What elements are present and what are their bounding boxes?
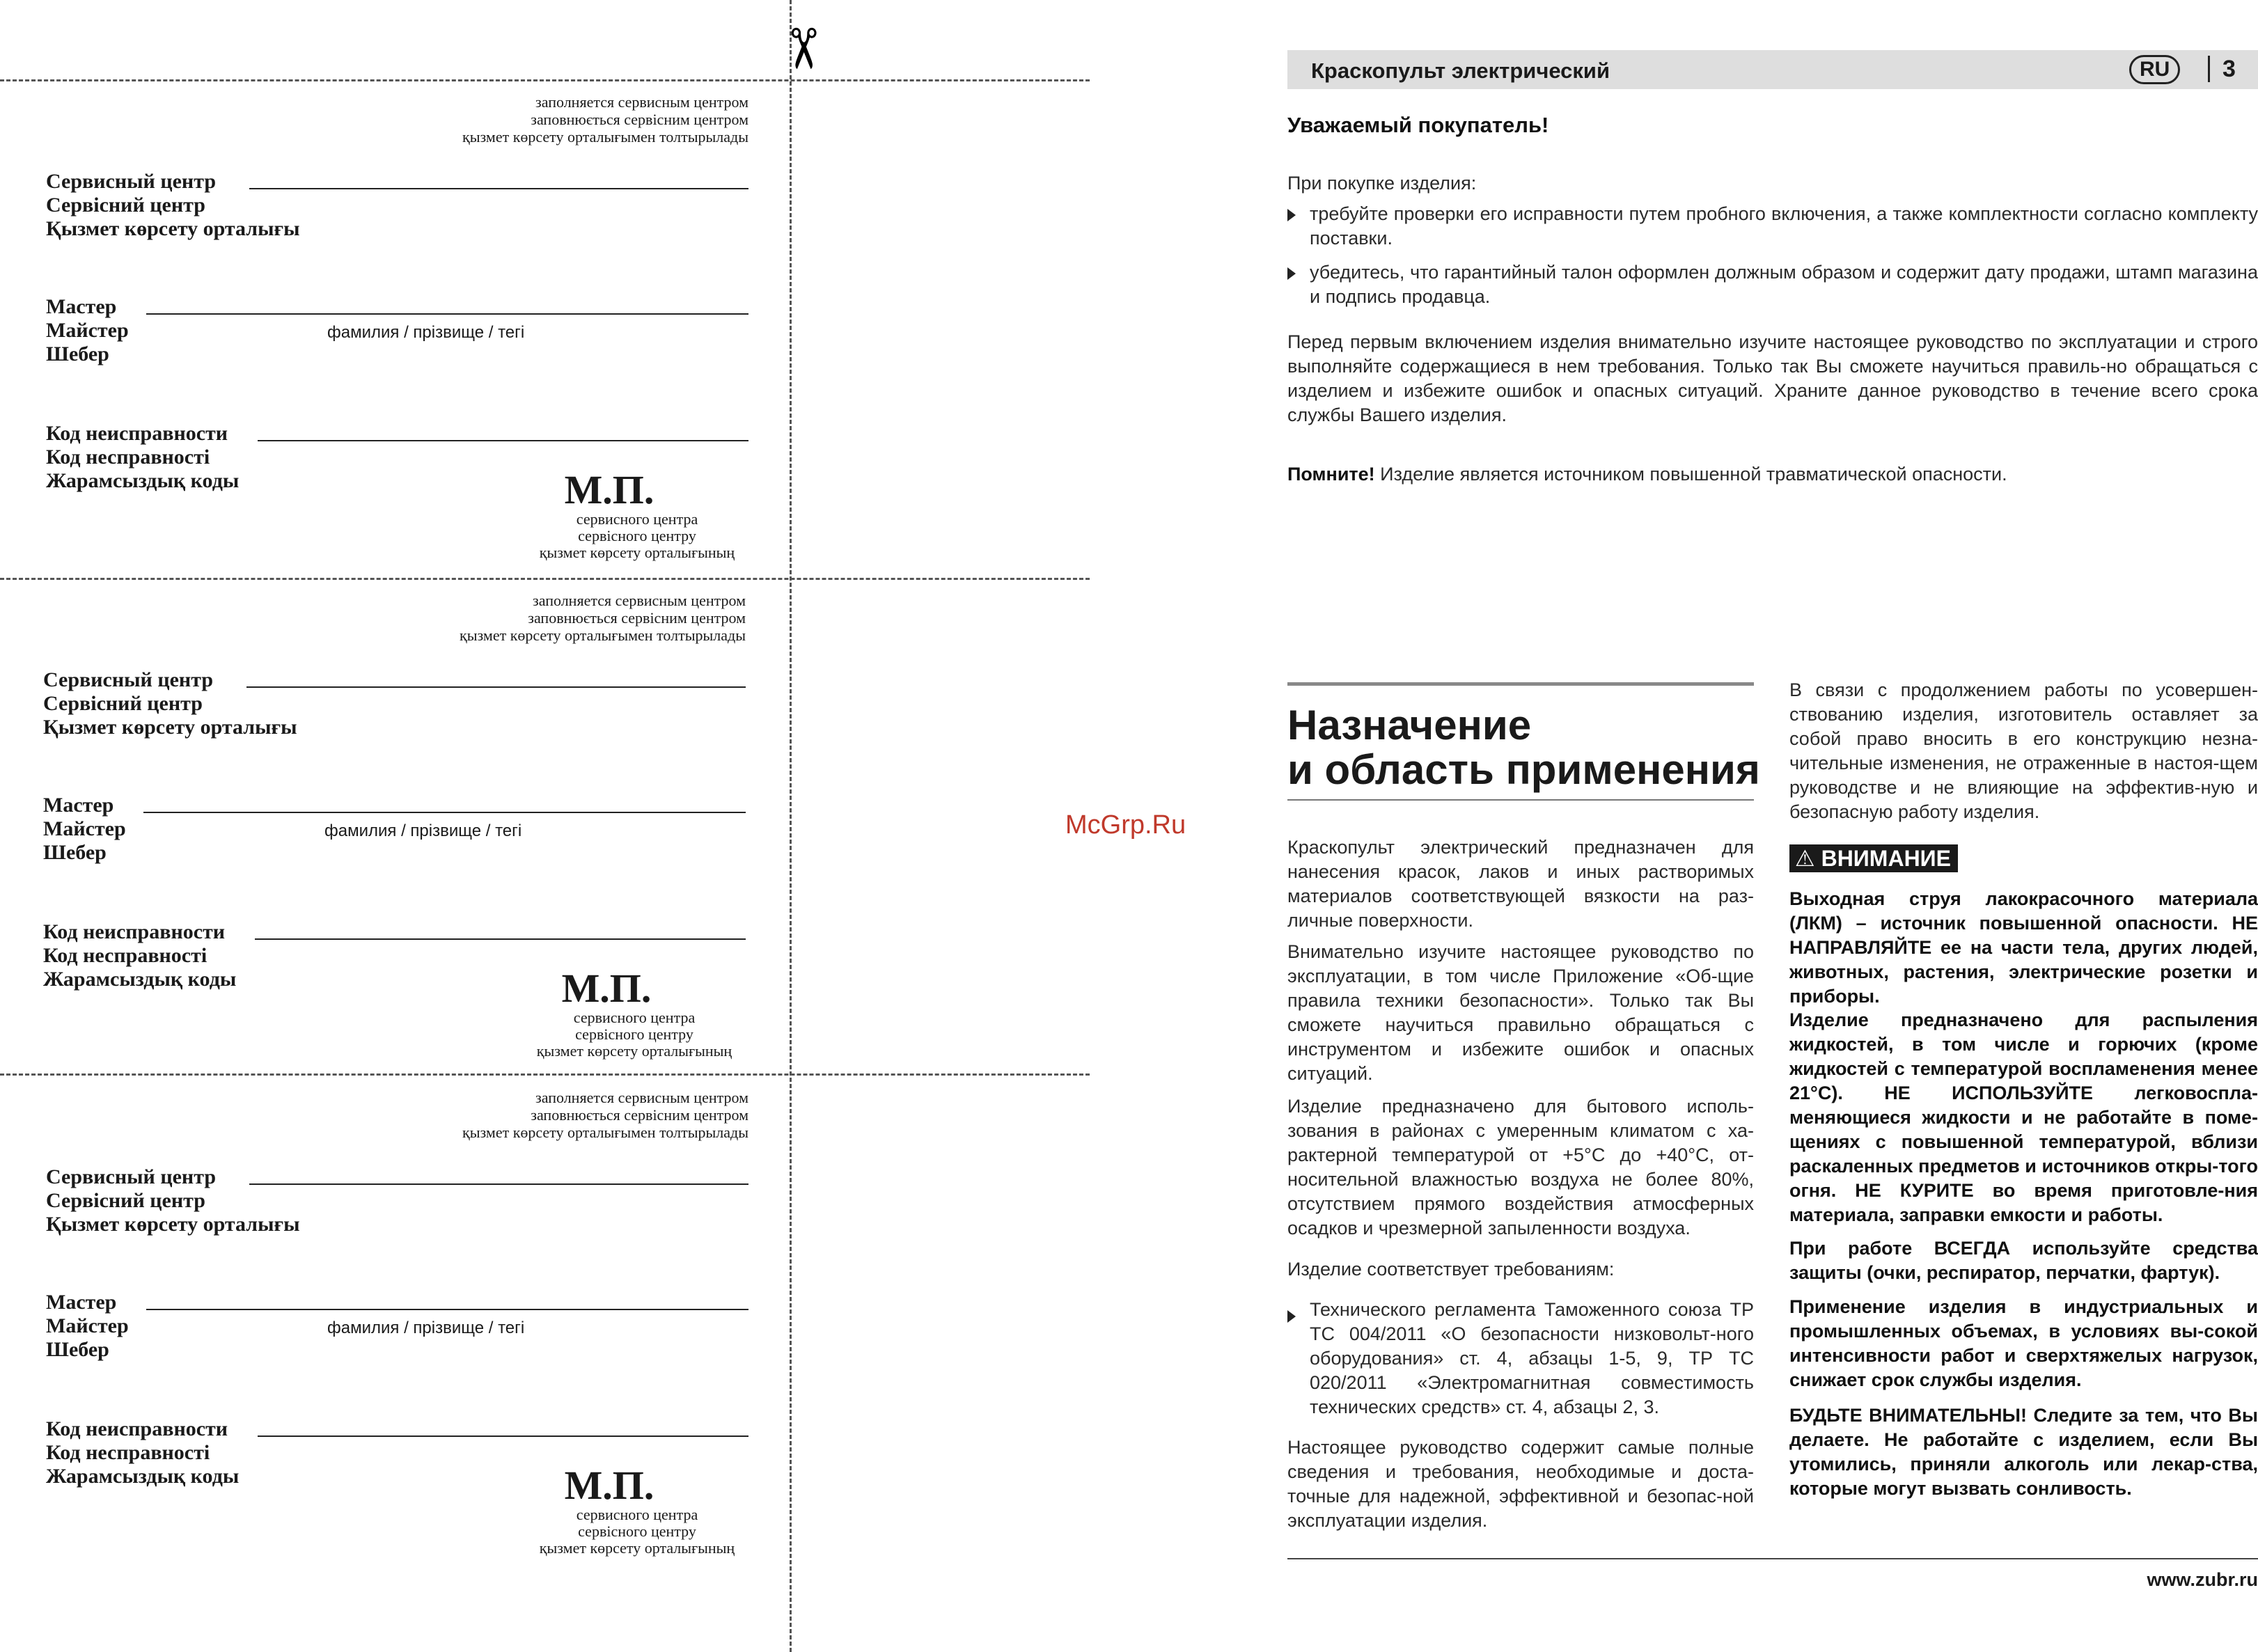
stamp-mark: М.П. — [561, 966, 652, 1011]
page-header — [1287, 50, 2258, 89]
section-p3: Изделие предназначено для бытового исполь-зования в районах с умеренным климатом с ха-рактерной температурой от +5°С до +40°С, от-носительной влажностью воздуха не более 80%, отсутствием прямого воздействия атмосферных осадков и чрезмерной запыленности воздуха. — [1287, 1096, 1754, 1238]
master-line — [146, 313, 748, 315]
coupon-2 — [39, 592, 746, 1079]
section-top-bar — [1287, 682, 1754, 686]
fio-caption: фамилия / прізвище / тегі — [327, 1319, 525, 1337]
right-p1: В связи с продолжением работы по усовершен-ствованию изделия, изготовитель оставляет за собой право вносить в его конструкцию незна-чительные изменения, не отраженные в настоя-щем руководстве и не влияющие на эффектив-ную и безопасную работу изделия. — [1789, 679, 2258, 822]
warning-p2: Изделие предназначено для распыления жидкостей, в том числе и горючих (кроме жидкостей с температурой воспламенения менее 21°С). НЕ ИСПОЛЬЗУЙТЕ легковоспла-меняющиеся жидкости и не работайте в поме-щениях с повышенной температурой, вблизи раскаленных предметов и источников откры-того огня. НЕ КУРИТЕ во время приготовле-ния материала, заправки емкости и работы. — [1789, 1009, 2258, 1225]
section-p5: Настоящее руководство содержит самые полные сведения и требования, необходимые и доста-точные для надежной, эффективной и безопас-ной эксплуатации изделия. — [1287, 1437, 1754, 1531]
service-center-label: Сервисный центр Сервісний центр Қызмет көрсету орталығы — [46, 170, 300, 240]
intro-bullet-1: требуйте проверки его исправности путем пробного включения, а также комплектности согласно комплекту поставки. — [1310, 203, 2258, 249]
lang-badge: RU — [2129, 55, 2180, 84]
section-p4: Изделие соответствует требованиям: — [1287, 1259, 1615, 1280]
fault-code-line — [258, 440, 748, 441]
service-center-label: Сервисный центр Сервісний центр Қызмет көрсету орталығы — [46, 1165, 300, 1236]
stamp-mark: М.П. — [564, 467, 654, 512]
fault-code-label: Код неисправности Код несправності Жарамсыздық коды — [46, 1417, 240, 1488]
page-number: 3 — [2222, 56, 2236, 82]
master-line — [143, 812, 746, 813]
fio-caption: фамилия / прізвище / тегі — [324, 821, 522, 840]
master-label: Мастер Майстер Шебер — [43, 794, 126, 864]
stamp-mark: М.П. — [564, 1463, 654, 1508]
intro-bullet-2: убедитесь, что гарантийный талон оформлен должным образом и содержит дату продажи, штамп магазина и подпись продавца. — [1310, 262, 2258, 307]
warning-p4: Применение изделия в индустриальных и промышленных объемах, в условиях вы-сокой интенсивности работ и сверхтяжелых нагрузок, снижает срок службы изделия. — [1789, 1296, 2258, 1390]
section-p1: Краскопульт электрический предназначен для нанесения красок, лаков и иных растворимых материалов соответствующей вязкости на раз-личные поверхности. — [1287, 837, 1754, 931]
scissors-icon: ✂ — [771, 25, 833, 72]
filled-note: заполняется сервисным центром заповнюється сервісним центром қызмет көрсету орталығымен толтырылады — [460, 592, 746, 644]
service-center-label: Сервисный центр Сервісний центр Қызмет көрсету орталығы — [43, 668, 297, 739]
service-center-line — [249, 188, 748, 189]
before-first-paragraph: Перед первым включением изделия внимательно изучите настоящее руководство по эксплуатации и строго выполняйте содержащиеся в нем требования. Только так Вы сможете научиться правиль-но обращаться с изделием и избежите ошибок и опасных ситуаций. Храните данное руководство в течение всего срока службы Вашего изделия. — [1287, 331, 2258, 425]
warning-p5: БУДЬТЕ ВНИМАТЕЛЬНЫ! Следите за тем, что Вы делаете. Не работайте с изделием, если Вы утомились, приняли алкоголь или лекар-ства, которые могут вызвать сонливость. — [1789, 1405, 2258, 1499]
footer-url[interactable]: www.zubr.ru — [2147, 1569, 2258, 1590]
fault-code-line — [255, 938, 746, 940]
fault-code-label: Код неисправности Код несправності Жарамсыздық коды — [46, 422, 240, 492]
master-line — [146, 1309, 748, 1310]
header-title: Краскопульт электрический — [1311, 58, 1610, 83]
on-purchase: При покупке изделия: — [1287, 173, 1477, 194]
header-separator — [2208, 56, 2210, 82]
warning-label: ⚠ ВНИМАНИЕ — [1789, 844, 1958, 872]
coupon-3 — [42, 1089, 748, 1576]
service-center-line — [249, 1183, 748, 1185]
remember-paragraph: Помните! Изделие является источником повышенной травматической опасности. — [1287, 464, 2007, 485]
section-p2: Внимательно изучите настоящее руководство по эксплуатации, в том числе Приложение «Об-щие правила техники безопасности». Только так Вы сможете научиться правильно обращаться с инструментом и избежите ошибок и опасных ситуаций. — [1287, 941, 1754, 1084]
greeting: Уважаемый покупатель! — [1287, 113, 1549, 137]
stamp-caption: сервисного центра сервісного центру қызмет көрсету орталығының — [539, 510, 735, 561]
cut-line-vertical — [790, 0, 792, 1652]
section-divider — [1287, 799, 1754, 801]
section-title: Назначение и область применения — [1287, 702, 1760, 793]
fault-code-line — [258, 1435, 748, 1437]
watermark: McGrp.Ru — [1065, 810, 1186, 840]
filled-note: заполняется сервисным центром заповнюється сервісним центром қызмет көрсету орталығымен толтырылады — [462, 93, 748, 145]
warning-p3: При работе ВСЕГДА используйте средства защиты (очки, респиратор, перчатки, фартук). — [1789, 1238, 2258, 1283]
fault-code-label: Код неисправности Код несправності Жарамсыздық коды — [43, 920, 237, 991]
warning-p1: Выходная струя лакокрасочного материала (ЛКМ) – источник повышенной опасности. НЕ НАПРАВЛЯЙТЕ ее на части тела, других людей, животных, растения, электрические розетки и приборы. — [1789, 888, 2258, 1007]
footer-rule — [1287, 1558, 2258, 1559]
service-center-line — [246, 686, 746, 688]
stamp-caption: сервисного центра сервісного центру қызмет көрсету орталығының — [539, 1506, 735, 1557]
warning-icon: ⚠ — [1795, 846, 1815, 871]
filled-note: заполняется сервисным центром заповнюється сервісним центром қызмет көрсету орталығымен толтырылады — [462, 1089, 748, 1141]
cut-line-1 — [0, 79, 1090, 81]
fio-caption: фамилия / прізвище / тегі — [327, 323, 525, 342]
master-label: Мастер Майстер Шебер — [46, 1291, 129, 1361]
section-bullet: Технического регламента Таможенного союза ТР ТС 004/2011 «О безопасности низковольт-ного оборудования» ст. 4, абзацы 1-5, 9, ТР ТС 020/2011 «Электромагнитная совместимость технических средств» ст. 4, абзацы 2, 3. — [1310, 1299, 1754, 1417]
master-label: Мастер Майстер Шебер — [46, 295, 129, 365]
coupon-1 — [42, 93, 748, 581]
stamp-caption: сервисного центра сервісного центру қызмет көрсету орталығының — [536, 1009, 732, 1060]
